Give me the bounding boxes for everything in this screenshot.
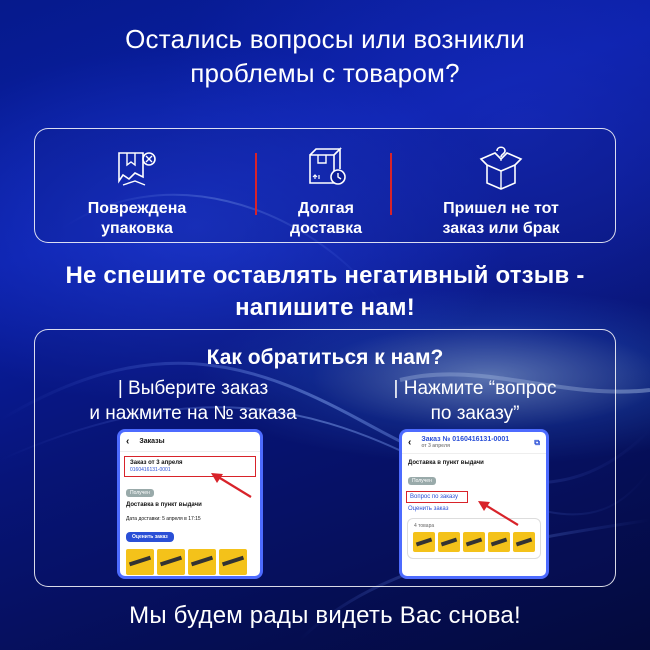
issue-2-line-2: доставка xyxy=(289,220,363,237)
product-thumb[interactable] xyxy=(438,532,460,552)
how-to-contact-panel xyxy=(34,329,616,587)
order-detail-subtitle: от 3 апреля xyxy=(421,443,451,449)
divider-2 xyxy=(390,153,392,215)
items-count: 4 товара xyxy=(414,523,435,529)
product-thumb[interactable] xyxy=(513,532,535,552)
question-highlight[interactable] xyxy=(406,491,468,503)
back-icon[interactable]: ‹ xyxy=(126,436,130,447)
step-2-line-1: | Нажмите “вопрос xyxy=(393,378,557,399)
issue-3-line-1: Пришел не тот xyxy=(443,200,559,217)
order-number[interactable]: 0160416131-0001 xyxy=(130,467,171,473)
issue-damaged-packaging xyxy=(57,145,217,239)
orders-screen-mockup xyxy=(117,429,263,579)
product-thumb[interactable] xyxy=(413,532,435,552)
issues-panel xyxy=(34,128,616,243)
issue-3-line-2: заказ или брак xyxy=(442,220,560,237)
middle-line-1: Не спешите оставлять негативный отзыв - xyxy=(65,262,585,289)
delivery-date: Дата доставки: 5 апреля в 17:15 xyxy=(126,516,201,522)
product-thumb[interactable] xyxy=(219,549,247,575)
step-1-line-1: | Выберите заказ xyxy=(117,378,269,399)
title-line-1: Остались вопросы или возникли xyxy=(125,24,525,54)
middle-line-2: напишите нам! xyxy=(235,294,415,321)
product-thumbnails xyxy=(126,549,254,575)
product-thumb[interactable] xyxy=(126,549,154,575)
rate-order-button[interactable]: Оценить заказ xyxy=(126,532,174,542)
order-detail-header xyxy=(402,432,546,454)
copy-icon[interactable]: ⧉ xyxy=(534,437,540,447)
orders-title: Заказы xyxy=(139,438,165,445)
footer-message: Мы будем рады видеть Вас снова! xyxy=(129,602,521,629)
rate-link[interactable]: Оценить заказ xyxy=(408,506,449,512)
delivery-text: Доставка в пункт выдачи xyxy=(126,502,202,508)
damaged-package-icon xyxy=(113,145,161,191)
arrow-icon xyxy=(472,495,522,531)
step-1-line-2: и нажмите на № заказа xyxy=(89,403,297,424)
product-thumbnails xyxy=(413,532,535,552)
step-2 xyxy=(345,376,605,426)
product-thumb[interactable] xyxy=(188,549,216,575)
delivery-text: Доставка в пункт выдачи xyxy=(408,460,484,466)
issue-wrong-order xyxy=(421,145,581,239)
title-line-2: проблемы с товаром? xyxy=(190,58,460,88)
issue-1-line-2: упаковка xyxy=(101,220,173,237)
wrong-order-box-icon xyxy=(477,145,525,191)
delivery-clock-icon xyxy=(302,145,350,191)
arrow-icon xyxy=(205,467,255,503)
order-detail-title: Заказ № 0160416131-0001 xyxy=(421,436,510,443)
step-1 xyxy=(63,376,323,426)
product-thumb[interactable] xyxy=(488,532,510,552)
status-chip: Получен xyxy=(126,489,154,497)
question-link[interactable]: Вопрос по заказу xyxy=(410,494,458,500)
issue-2-line-1: Долгая xyxy=(297,200,355,217)
status-chip: Получен xyxy=(408,477,436,485)
step-2-line-2: по заказу” xyxy=(430,403,520,424)
issue-1-line-1: Повреждена xyxy=(87,200,187,217)
middle-message xyxy=(0,260,650,324)
orders-header xyxy=(120,432,260,452)
back-icon[interactable]: ‹ xyxy=(408,437,412,448)
order-label: Заказ от 3 апреля xyxy=(130,460,183,466)
product-thumb[interactable] xyxy=(157,549,185,575)
issue-long-delivery xyxy=(246,145,406,239)
page-title xyxy=(0,22,650,90)
how-title: Как обратиться к нам? xyxy=(206,346,444,369)
product-thumb[interactable] xyxy=(463,532,485,552)
